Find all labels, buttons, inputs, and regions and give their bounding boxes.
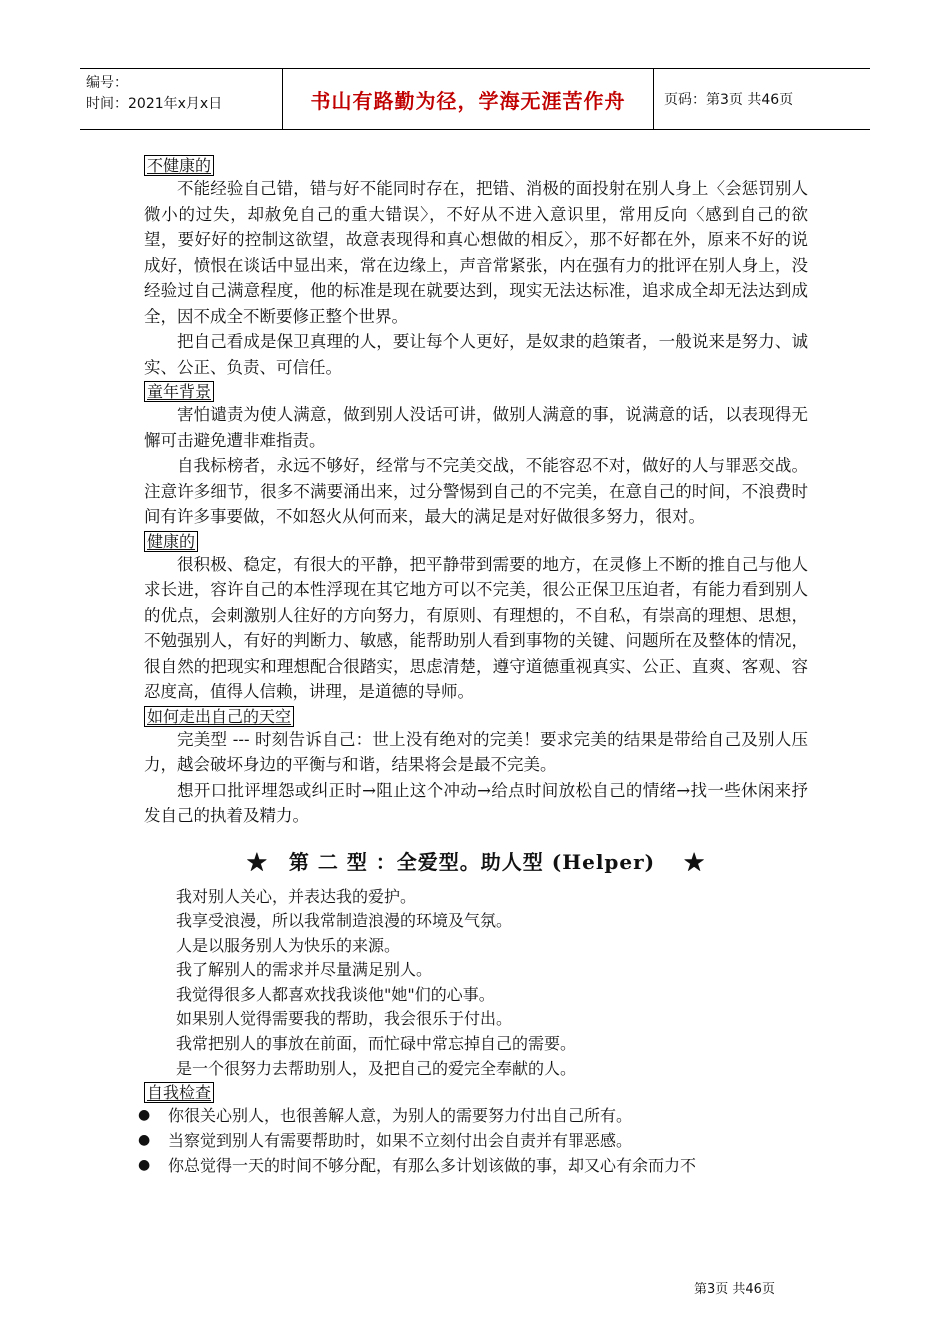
type2-title: ★ 第 二 型 ：全爱型。助人型 (Helper) ★ (246, 849, 706, 874)
header-motto: 书山有路勤为径，学海无涯苦作舟 (282, 69, 654, 129)
type2-statements (144, 885, 808, 1082)
statement-line: 我享受浪漫，所以我常制造浪漫的环境及气氛。 (176, 911, 513, 931)
paragraph: 自我标榜者，永远不够好，经常与不完美交战，不能容忍不对，做好的人与罪恶交战。注意许多细节，很多不满要涌出来，过分警惕到自己的不完美，在意自己的时间，不浪费时间有许多事要做，不如怒火从何而来，最大的满足是对好做很多努力，很对。 (144, 456, 808, 526)
section-heading: 童年背景 (144, 381, 214, 402)
document-time-label: 时间：2021年x月x日 (86, 96, 223, 112)
self-check-list (138, 1103, 808, 1178)
list-item (138, 1103, 808, 1128)
list-item (138, 1153, 808, 1178)
section-heading: 如何走出自己的天空 (144, 706, 294, 727)
bullet-icon: ● (138, 1132, 151, 1149)
section-childhood (144, 380, 808, 530)
section-heading: 不健康的 (144, 155, 214, 176)
page-footer: 第3页 共46页 (694, 1282, 775, 1297)
statement-line: 是一个很努力去帮助别人，及把自己的爱完全奉献的人。 (176, 1058, 577, 1078)
statement-line: 我对别人关心，并表达我的爱护。 (176, 886, 417, 906)
section-unhealthy (144, 154, 808, 380)
paragraph: 害怕谴责为使人满意，做到别人没话可讲，做别人满意的事，说满意的话，以表现得无懈可击避免遭非难指责。 (144, 405, 808, 450)
statement-line: 人是以服务别人为快乐的来源。 (176, 935, 401, 955)
list-item (138, 1128, 808, 1153)
paragraph: 很积极、稳定，有很大的平静，把平静带到需要的地方，在灵修上不断的推自己与他人求长进，容许自己的本性浮现在其它地方可以不完美，很公正保卫压迫者，有能力看到别人的优点，会刺激别人往好的方向努力，有原则、有理想的，不自私，有崇高的理想、思想，不勉强别人，有好的判断力、敏感，能帮助别人看到事物的关键、问题所在及整体的情况，很自然的把现实和理想配合很踏实，思虑清楚，遵守道德重视真实、公正、直爽、客观、容忍度高，值得人信赖，讲理，是道德的导师。 (144, 554, 808, 701)
section-heading: 健康的 (144, 531, 198, 552)
section-heading-self-check: 自我检查 (144, 1082, 214, 1103)
section-how-to-grow (144, 705, 808, 829)
statement-line: 我了解别人的需求并尽量满足别人。 (176, 960, 433, 980)
paragraph: 完美型 --- 时刻告诉自己：世上没有绝对的完美！要求完美的结果是带给自己及别人压力，越会破坏身边的平衡与和谐，结果将会是最不完美。 (144, 729, 808, 774)
list-item-text: 你总觉得一天的时间不够分配，有那么多计划该做的事，却又心有余而力不 (168, 1156, 697, 1176)
paragraph: 把自己看成是保卫真理的人，要让每个人更好，是奴隶的趋策者，一般说来是努力、诚实、公正、负责、可信任。 (144, 332, 808, 377)
list-item-text: 当察觉到别人有需要帮助时，如果不立刻付出会自责并有罪恶感。 (168, 1131, 633, 1151)
bullet-icon: ● (138, 1157, 151, 1174)
statement-line: 如果别人觉得需要我的帮助，我会很乐于付出。 (176, 1009, 513, 1029)
page-header (80, 68, 870, 130)
list-item-text: 你很关心别人，也很善解人意，为别人的需要努力付出自己所有。 (168, 1106, 633, 1126)
paragraph: 想开口批评埋怨或纠正时→阻止这个冲动→给点时间放松自己的情绪→找一些休闲来抒发自己的执着及精力。 (144, 780, 808, 825)
header-page-info: 页码：第3页 共46页 (664, 92, 794, 108)
document-number-label: 编号： (86, 75, 128, 91)
section-healthy (144, 530, 808, 705)
paragraph: 不能经验自己错，错与好不能同时存在，把错、消极的面投射在别人身上〈会惩罚别人微小的过失，却赦免自己的重大错误〉，不好从不进入意识里，常用反向〈感到自己的欲望，要好好的控制这欲望，故意表现得和真心想做的相反〉，那不好都在外，原来不好的说成好，愤恨在谈话中显出来，常在边缘上，声音常紧张，内在强有力的批评在别人身上，没经验过自己满意程度，他的标准是现在就要达到，现实无法达标准，追求成全却无法达到成全，因不成全不断要修正整个世界。 (144, 179, 808, 326)
page-content (138, 154, 808, 1178)
statement-line: 我觉得很多人都喜欢找我谈他"她"们的心事。 (176, 984, 495, 1004)
header-meta (86, 73, 282, 115)
statement-line: 我常把别人的事放在前面，而忙碌中常忘掉自己的需要。 (176, 1034, 577, 1054)
bullet-icon: ● (138, 1107, 151, 1124)
